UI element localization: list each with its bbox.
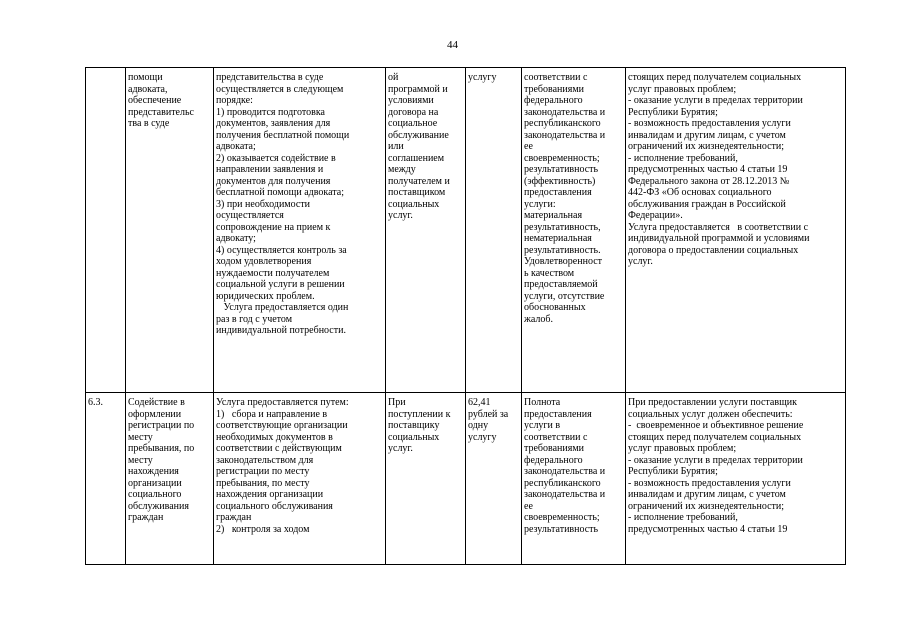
cell-text-line: своевременность; — [524, 152, 600, 164]
cell-text-line: ой — [388, 72, 399, 83]
cell-text-line: социальных — [388, 198, 440, 210]
cell-text-line: социальных услуг должен обеспечить: — [628, 408, 793, 420]
cell-text-line: социальное — [388, 118, 438, 129]
cell-text-line: нахождения организации — [216, 489, 324, 500]
cell-text-line: 6.3. — [88, 397, 103, 408]
cell-text-line: регистрации по — [128, 420, 195, 431]
page-number: 44 — [447, 39, 458, 51]
cell-text-line: сопровождение на прием к — [216, 221, 331, 233]
cell-text-line: результативность — [524, 164, 599, 175]
cell-text-line: 62,41 — [468, 397, 491, 408]
cell-text-line: между — [388, 164, 416, 175]
cell-text-line: услуги в — [524, 420, 561, 431]
cell-text-line: получателем и — [388, 175, 450, 187]
cell-text-line: требованиями — [524, 443, 585, 454]
cell-text-line: тва в суде — [128, 118, 170, 129]
cell-text-line: ь качеством — [524, 267, 575, 279]
cell-text-line: договора на — [388, 106, 439, 118]
cell-text-line: федерального — [524, 454, 583, 466]
cell-text-line: ограничений их жизнедеятельности; — [628, 141, 785, 152]
cell-text-line: месту — [128, 431, 153, 443]
cell-text-line: ограничений их жизнедеятельности; — [628, 500, 785, 512]
cell-text-line: граждан — [128, 512, 164, 523]
cell-text-line: - исполнение требований, — [628, 512, 738, 523]
cell-text-line: соответствии с действующим — [216, 443, 342, 454]
cell-text-line: пребывания, по месту — [216, 477, 310, 489]
cell-service-description — [214, 393, 386, 565]
cell-text-line: поступлении к — [388, 408, 451, 420]
cell-text-line: предоставляемой — [524, 279, 598, 290]
cell-text-line: договора о предоставлении социальных — [628, 244, 799, 256]
cell-text-line: услуги: — [524, 198, 556, 210]
cell-text-line: услуг правовых проблем; — [628, 83, 737, 95]
cell-text-line: соответствии с — [524, 72, 588, 83]
cell-text-line: требованиями — [524, 83, 585, 95]
cell-text-line: - оказание услуги в пределах территории — [628, 454, 803, 466]
cell-quality-indicators — [522, 393, 626, 565]
cell-text-line: соответствующие организации — [216, 420, 348, 431]
cell-text-line: Услуга предоставляется путем: — [216, 397, 349, 408]
cell-text-line: поставщиком — [388, 187, 446, 198]
cell-text-line: адвоката; — [216, 141, 256, 152]
cell-text-line: социальной услуги в решении — [216, 279, 345, 290]
cell-text-line: законодательства и — [524, 489, 606, 500]
cell-text-line: одну — [468, 420, 489, 431]
cell-text-line: республиканского — [524, 118, 601, 129]
cell-text-line: предоставления — [524, 408, 592, 420]
cell-text-line: индивидуальной программой и условиями — [628, 233, 810, 244]
cell-text-line: стоящих перед получателем социальных — [628, 431, 802, 443]
cell-text-line: Республики Бурятия; — [628, 106, 718, 118]
cell-text-line: предусмотренных частью 4 статьи 19 — [628, 164, 788, 175]
cell-text-line: инвалидам и другим лицам, с учетом — [628, 489, 786, 500]
cell-text-line: представительс — [128, 106, 194, 118]
cell-text-line: 4) осуществляется контроль за — [216, 244, 347, 256]
cell-text-line: социальных — [388, 431, 440, 443]
cell-text-line: предоставления — [524, 187, 592, 198]
cell-text-line: результативность. — [524, 244, 601, 256]
cell-service-name — [126, 393, 214, 565]
cell-text-line: Содействие в — [128, 397, 185, 408]
cell-text-line: Федерального закона от 28.12.2013 № — [628, 175, 790, 187]
cell-text-line: жалоб. — [524, 313, 554, 325]
cell-text-line: направлении заявления и — [216, 164, 324, 175]
table-row — [86, 393, 846, 565]
cell-text-line: услуги, отсутствие — [524, 290, 605, 302]
cell-text-line: законодательства и — [524, 106, 606, 118]
cell-text-line: юридических проблем. — [216, 290, 315, 302]
cell-text-line: ее — [524, 141, 533, 152]
cell-text-line: или — [388, 141, 404, 152]
cell-text-line: поставщику — [388, 420, 440, 431]
cell-text-line: обоснованных — [524, 302, 586, 313]
cell-text-line: регистрации по месту — [216, 466, 310, 477]
cell-text-line: адвоката, — [128, 83, 168, 95]
cell-text-line: соответствии с — [524, 431, 588, 443]
cell-text-line: Удовлетворенност — [524, 256, 603, 267]
cell-text-line: Услуга предоставляется один — [216, 302, 349, 313]
cell-text-line: адвокату; — [216, 233, 256, 244]
cell-number — [86, 68, 126, 393]
cell-text-line: пребывания, по — [128, 443, 195, 454]
cell-text-line: стоящих перед получателем социальных — [628, 72, 802, 83]
cell-text-line: обслуживание — [388, 129, 449, 141]
cell-service-description — [214, 68, 386, 393]
cell-text-line: организации — [128, 477, 182, 489]
cell-text-line: законодательства и — [524, 466, 606, 477]
cell-text-line: осуществляется в следующем — [216, 83, 344, 95]
cell-text-line: услугу — [468, 72, 497, 83]
services-table — [85, 67, 846, 565]
cell-text-line: - исполнение требований, — [628, 152, 738, 164]
cell-service-term — [386, 68, 466, 393]
cell-service-term — [386, 393, 466, 565]
cell-text-line: нематериальная — [524, 233, 592, 244]
cell-text-line: оформлении — [128, 408, 182, 420]
cell-text-line: индивидуальной потребности. — [216, 325, 346, 336]
cell-text-line: обслуживания — [128, 500, 189, 512]
cell-text-line: результативность, — [524, 221, 601, 233]
cell-text-line: Республики Бурятия; — [628, 466, 718, 477]
cell-text-line: республиканского — [524, 477, 601, 489]
cell-text-line: месту — [128, 454, 153, 466]
cell-text-line: При предоставлении услуги поставщик — [628, 397, 797, 408]
cell-text-line: материальная — [524, 210, 583, 221]
cell-text-line: осуществляется — [216, 210, 284, 221]
cell-text-line: услуг правовых проблем; — [628, 443, 737, 454]
cell-text-line: 2) контроля за ходом — [216, 523, 310, 535]
cell-text-line: граждан — [216, 512, 252, 523]
cell-text-line: рублей за — [468, 408, 509, 420]
cell-text-line: 1) сбора и направление в — [216, 408, 328, 420]
cell-text-line: Полнота — [524, 397, 561, 408]
cell-text-line: - своевременное и объективное решение — [628, 420, 804, 431]
cell-text-line: 1) проводится подготовка — [216, 106, 325, 118]
cell-text-line: 3) при необходимости — [216, 198, 311, 210]
cell-text-line: - возможность предоставления услуги — [628, 118, 791, 129]
cell-service-name — [126, 68, 214, 393]
cell-text-line: ходом удовлетворения — [216, 256, 312, 267]
cell-text-line: услуг. — [388, 210, 413, 221]
cell-text-line: услуг. — [388, 443, 413, 454]
cell-text-line: Услуга предоставляется в соответствии с — [628, 221, 809, 233]
cell-text-line: необходимых документов в — [216, 431, 333, 443]
cell-text-line: представительства в суде — [216, 72, 324, 83]
cell-text-line: федерального — [524, 95, 583, 106]
cell-text-line: социального — [128, 489, 182, 500]
cell-text-line: Федерации». — [628, 210, 683, 221]
cell-text-line: документов, заявления для — [216, 118, 331, 129]
cell-quality-indicators — [522, 68, 626, 393]
cell-text-line: получения бесплатной помощи — [216, 129, 350, 141]
cell-text-line: раз в год с учетом — [216, 313, 293, 325]
cell-text-line: программой и — [388, 83, 448, 95]
cell-text-line: законодательством для — [216, 454, 314, 466]
cell-text-line: нуждаемости получателем — [216, 267, 330, 279]
table-row — [86, 68, 846, 393]
cell-text-line: услуг. — [628, 256, 653, 267]
cell-service-conditions — [626, 393, 846, 565]
cell-text-line: соглашением — [388, 152, 445, 164]
cell-text-line: своевременность; — [524, 512, 600, 523]
cell-text-line: бесплатной помощи адвоката; — [216, 187, 344, 198]
cell-text-line: услугу — [468, 431, 497, 443]
cell-text-line: результативность — [524, 523, 599, 535]
cell-text-line: социального обслуживания — [216, 500, 333, 512]
cell-text-line: нахождения — [128, 466, 179, 477]
cell-text-line: (эффективность) — [524, 175, 596, 187]
cell-tariff — [466, 68, 522, 393]
cell-text-line: 442-ФЗ «Об основах социального — [628, 187, 772, 198]
cell-text-line: При — [388, 397, 406, 408]
cell-text-line: законодательства и — [524, 129, 606, 141]
cell-text-line: предусмотренных частью 4 статьи 19 — [628, 523, 788, 535]
cell-text-line: - оказание услуги в пределах территории — [628, 95, 803, 106]
cell-number — [86, 393, 126, 565]
cell-text-line: ее — [524, 500, 533, 512]
cell-service-conditions — [626, 68, 846, 393]
cell-text-line: порядке: — [216, 95, 253, 106]
cell-text-line: обеспечение — [128, 95, 182, 106]
cell-text-line: - возможность предоставления услуги — [628, 477, 791, 489]
cell-text-line: 2) оказывается содействие в — [216, 152, 336, 164]
cell-tariff — [466, 393, 522, 565]
cell-text-line: помощи — [128, 72, 163, 83]
cell-text-line: инвалидам и другим лицам, с учетом — [628, 129, 786, 141]
cell-text-line: документов для получения — [216, 175, 331, 187]
cell-text-line: условиями — [388, 95, 434, 106]
cell-text-line: обслуживания граждан в Российской — [628, 198, 786, 210]
